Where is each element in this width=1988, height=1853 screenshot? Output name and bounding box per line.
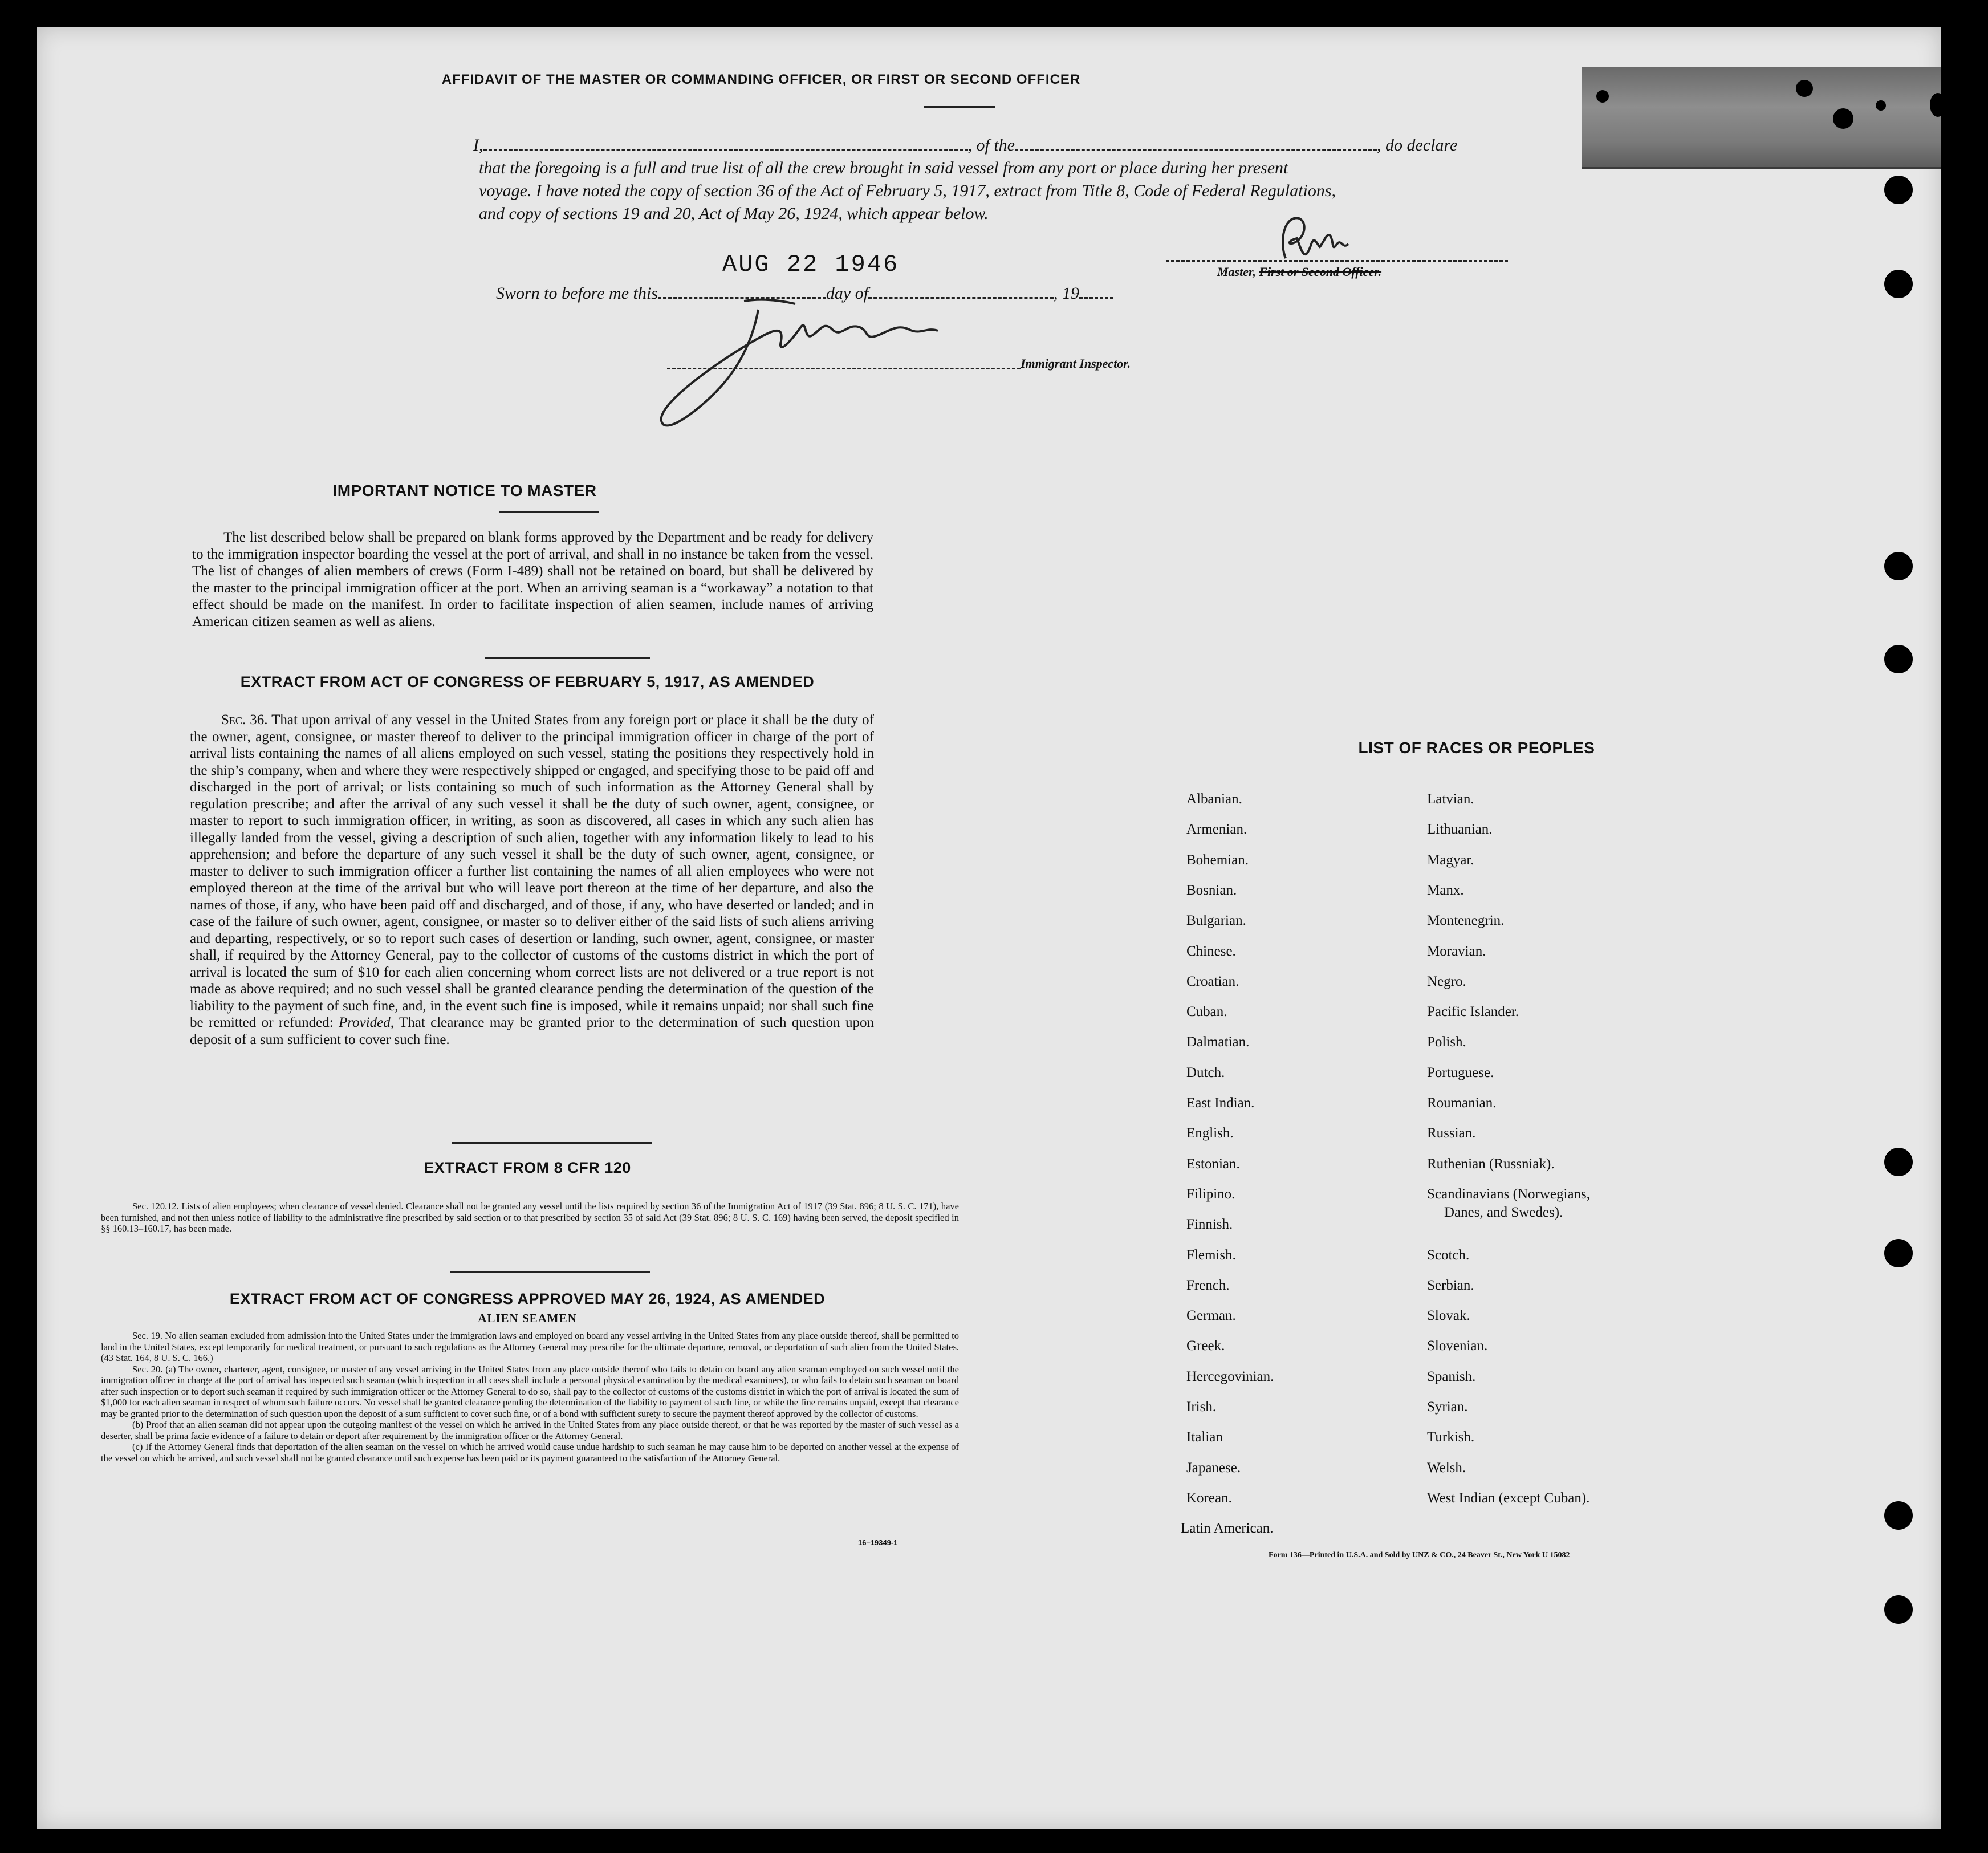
divider [924, 106, 995, 108]
race-item: Serbian. [1427, 1277, 1474, 1293]
affidavit-title: AFFIDAVIT OF THE MASTER OR COMMANDING OFFICER, OR FIRST OR SECOND OFFICER [441, 72, 1081, 87]
race-item: Welsh. [1427, 1460, 1466, 1476]
declaration-line-4: and copy of sections 19 and 20, Act of May 26, 1924, which appear below. [479, 204, 989, 223]
section-label: Sec. 36. [221, 712, 268, 728]
race-item: Scandinavians (Norwegians, [1427, 1186, 1591, 1202]
do-declare-label: , do declare [1377, 136, 1458, 155]
master-signature-line[interactable] [1166, 260, 1508, 262]
notice-text: The list described below shall be prepared on blank forms approved by the Department and be ready for delivery to the immigration inspector boarding the vessel at the port of arrival, and shall in no instance be taken from the vessel. The list of changes of alien members of crews (Form I-489) shall not be retained on board, but shall be delivered by the master to the principal immigration officer at the port. When an arriving seaman is a “workaway” a notation to that effect should be made on the manifest. In order to facilitate inspection of alien seamen, include names of arriving American citizen seamen as well as aliens. [192, 530, 873, 629]
extract-1924-subtitle: ALIEN SEAMEN [478, 1311, 577, 1325]
of-the-label: , of the [967, 136, 1015, 155]
race-item: Bohemian. [1186, 852, 1249, 868]
form-page [37, 27, 1941, 1829]
race-item: Irish. [1186, 1399, 1217, 1415]
race-item: Negro. [1427, 973, 1466, 989]
extract-1917-text: Sec. 36. That upon arrival of any vessel in the United States from any foreign port or place it shall be the duty of the owner, agent, consignee, or master thereof to deliver to the principal immigration officer in charge of the port of arrival lists containing the names of all aliens employed on such vessel, stating the positions they respectively hold in the ship’s company, when and where they were respectively shipped or engaged, and specifying those to be paid off and discharged in the port of arrival; or lists containing so much of such information as the Attorney General shall by regulation prescribe; and after the arrival of any such vessel it shall be the duty of such owner, agent, consignee, or master to report to such immigration officer, in writing, as soon as discovered, all cases in which any such alien has illegally landed from the vessel, giving a description of such alien, together with any information likely to lead to his apprehension; and before the departure of any such vessel it shall be the duty of such owner, agent, consignee, or master to deliver to such immigration officer a further list containing the names of all alien employees who were not employed thereon at the time of the arrival but who will leave port thereon at the time of her departure, and also the names of those, if any, who have been paid off and discharged, and of those, if any, who have deserted or landed; and in case of the failure of such owner, agent, consignee, or master so to deliver either of the said lists of such aliens arriving and departing, respectively, or so to report such cases of desertion or landing, such owner, agent, consignee, or master shall, if required by the Attorney General, pay to the collector of customs of the customs district in which the port of arrival is located the sum of $10 for each alien concerning whom correct lists are not delivered or a true report is not made as above required; and no such vessel shall be granted clearance pending the determination of the question of the liability to the payment of such fine, and, in the event such fine is imposed, while it remains unpaid; nor shall such fine be remitted or refunded: Provided, That clearance may be granted prior to the determination of such question upon deposit of a sum sufficient to cover such fine. [190, 712, 875, 1047]
provided-label: Provided, [339, 1015, 394, 1030]
date-stamp: AUG 22 1946 [722, 251, 900, 278]
race-item: Syrian. [1427, 1399, 1468, 1415]
extract-cfr-text: Sec. 120.12. Lists of alien employees; when clearance of vessel denied. Clearance shall not be granted any vessel until the lists required by section 36 of the Immigration Act of 1917 (39 Stat. 896; 8 U. S. C. 171), have been furnished, and not then unless notice of liability to the administrative fine prescribed by said section or to that prescribed by section 35 of said Act (39 Stat. 896; 8 U. S. C. 169) having been served, the deposit specified in §§ 160.13–160.17, has been made. [101, 1201, 959, 1234]
divider [452, 1142, 652, 1144]
punch-hole [1884, 1501, 1913, 1530]
race-item: Russian. [1427, 1125, 1476, 1141]
extract-1924-title: EXTRACT FROM ACT OF CONGRESS APPROVED MAY 26, 1924, AS AMENDED [229, 1290, 826, 1307]
punch-hole [1884, 1148, 1913, 1176]
year-label: , 19 [1054, 284, 1080, 303]
declaration-line-1 [473, 136, 1554, 155]
race-item: Magyar. [1427, 852, 1474, 868]
divider [499, 511, 599, 513]
divider [485, 657, 650, 659]
sec-20b-paragraph: (b) Proof that an alien seaman did not appear upon the outgoing manifest of the vessel on which he arrived in the United States from any place outside thereof, or that he was reported by the master of such vessel as a deserter, shall be prima facie evidence of a failure to detain or deport after requirement by the immigration officer or the Attorney General. [101, 1419, 959, 1441]
race-item: German. [1186, 1308, 1236, 1324]
race-item: Dalmatian. [1186, 1034, 1250, 1050]
race-item: Cuban. [1186, 1004, 1227, 1020]
race-item: Lithuanian. [1427, 822, 1493, 838]
race-item: West Indian (except Cuban). [1427, 1490, 1590, 1506]
printer-footer: Form 136—Printed in U.S.A. and Sold by UNZ & CO., 24 Beaver St., New York U 15082 [1269, 1551, 1570, 1559]
race-item: Chinese. [1186, 943, 1236, 959]
race-item: Ruthenian (Russniak). [1427, 1156, 1555, 1172]
punch-hole [1884, 552, 1913, 580]
race-item: Bulgarian. [1186, 913, 1246, 929]
race-item: French. [1186, 1277, 1230, 1293]
race-item: Japanese. [1186, 1460, 1241, 1476]
race-item: Scotch. [1427, 1247, 1470, 1263]
race-item: Polish. [1427, 1034, 1466, 1050]
i-label: I, [473, 136, 483, 155]
race-item: Spanish. [1427, 1368, 1476, 1384]
notice-title: IMPORTANT NOTICE TO MASTER [332, 482, 597, 499]
race-item: Armenian. [1186, 822, 1247, 838]
sec-19-paragraph: Sec. 19. No alien seaman excluded from admission into the United States under the immigration laws and employed on board any vessel arriving in the United States from any place outside thereof, shall be permitted to land in the United States, except temporarily for medical treatment, or pursuant to such regulations as the Attorney General may prescribe for the ultimate departure, removal, or deportation of such alien from the United States. (43 Stat. 164, 8 U. S. C. 166.) [101, 1330, 959, 1363]
sec-20a-paragraph: Sec. 20. (a) The owner, charterer, agent, consignee, or master of any vessel arriving in the United States from any place outside thereof who fails to detain on board any alien seaman employed on such vessel until the immigration officer in charge at the port of arrival has inspected such seaman (which inspection in all cases shall include a personal physical examination by the medical examiners), or who fails to detain such seaman on board after such inspection or to deport such seaman if required by such immigration officer or the Attorney General to do so, shall pay to the collector of customs of the customs district in which the port of arrival is located the sum of $1,000 for each alien seaman in respect of whom such failure occurs. No vessel shall be granted clearance pending the determination of the liability to payment of such fine, or while the fine remains unpaid, except that clearance may be granted prior to the determination of such question upon the deposit of a sum sufficient to cover such fine, or of a bond with sufficient surety to secure the payment thereof approved by the collector of customs. [101, 1363, 959, 1419]
punch-hole [1884, 1595, 1913, 1624]
race-item: Filipino. [1186, 1186, 1235, 1202]
punch-hole [1884, 176, 1913, 204]
race-item: Latin American. [1181, 1521, 1274, 1537]
day-of-label: day of [826, 284, 869, 303]
race-item: Greek. [1186, 1338, 1225, 1354]
race-item: Montenegrin. [1427, 913, 1505, 929]
tape-strip [1582, 67, 1941, 169]
declaration-line-3: voyage. I have noted the copy of section 36 of the Act of February 5, 1917, extract from Title 8, Code of Federal Regulations, [479, 181, 1336, 200]
extract-1917-title: EXTRACT FROM ACT OF CONGRESS OF FEBRUARY 5, 1917, AS AMENDED [240, 673, 815, 690]
race-item: Dutch. [1186, 1064, 1225, 1080]
divider [450, 1271, 650, 1273]
race-item: Finnish. [1186, 1217, 1233, 1233]
inspector-label: Immigrant Inspector. [1021, 356, 1131, 371]
sworn-label: Sworn to before me this [496, 284, 658, 303]
race-item: Estonian. [1186, 1156, 1240, 1172]
form-number: 16–19349-1 [858, 1538, 898, 1547]
race-item: Slovenian. [1427, 1338, 1488, 1354]
punch-hole [1884, 1239, 1913, 1267]
race-item: Flemish. [1186, 1247, 1236, 1263]
race-item: Danes, and Swedes). [1444, 1204, 1563, 1220]
extract-1924-body [101, 1330, 959, 1464]
race-item: Korean. [1186, 1490, 1232, 1506]
vessel-field[interactable] [1015, 149, 1377, 151]
race-item: Hercegovinian. [1186, 1368, 1274, 1384]
race-item: Moravian. [1427, 943, 1486, 959]
race-item: Roumanian. [1427, 1095, 1497, 1111]
inspector-signature-line[interactable] [667, 368, 1021, 369]
race-item: Latvian. [1427, 791, 1474, 807]
punch-hole [1884, 645, 1913, 673]
race-item: Portuguese. [1427, 1064, 1494, 1080]
race-item: Slovak. [1427, 1308, 1470, 1324]
races-title: LIST OF RACES OR PEOPLES [1358, 739, 1595, 757]
master-label: Master, First or Second Officer. [1217, 265, 1382, 279]
master-signature [1263, 210, 1354, 273]
sec-20c-paragraph: (c) If the Attorney General finds that deportation of the alien seaman on the vessel on which he arrived would cause undue hardship to such seaman he may cause him to be deported on another vessel at the expense of the vessel on which he arrived, and such vessel shall not be granted clearance until such expense has been paid or its payment guaranteed to the satisfaction of the Attorney General. [101, 1441, 959, 1464]
race-item: Croatian. [1186, 973, 1239, 989]
race-item: East Indian. [1186, 1095, 1255, 1111]
year-field[interactable] [1079, 297, 1113, 299]
name-field[interactable] [483, 149, 968, 151]
race-item: Manx. [1427, 882, 1464, 898]
declaration-line-2: that the foregoing is a full and true list of all the crew brought in said vessel from any port or place during her present [479, 159, 1288, 177]
race-item: Albanian. [1186, 791, 1242, 807]
race-item: Bosnian. [1186, 882, 1237, 898]
extract-cfr-title: EXTRACT FROM 8 CFR 120 [424, 1159, 631, 1176]
race-item: Italian [1186, 1429, 1223, 1445]
race-item: Pacific Islander. [1427, 1004, 1519, 1020]
inspector-signature [630, 278, 1029, 449]
race-item: English. [1186, 1125, 1234, 1141]
punch-hole [1884, 270, 1913, 298]
race-item: Turkish. [1427, 1429, 1475, 1445]
